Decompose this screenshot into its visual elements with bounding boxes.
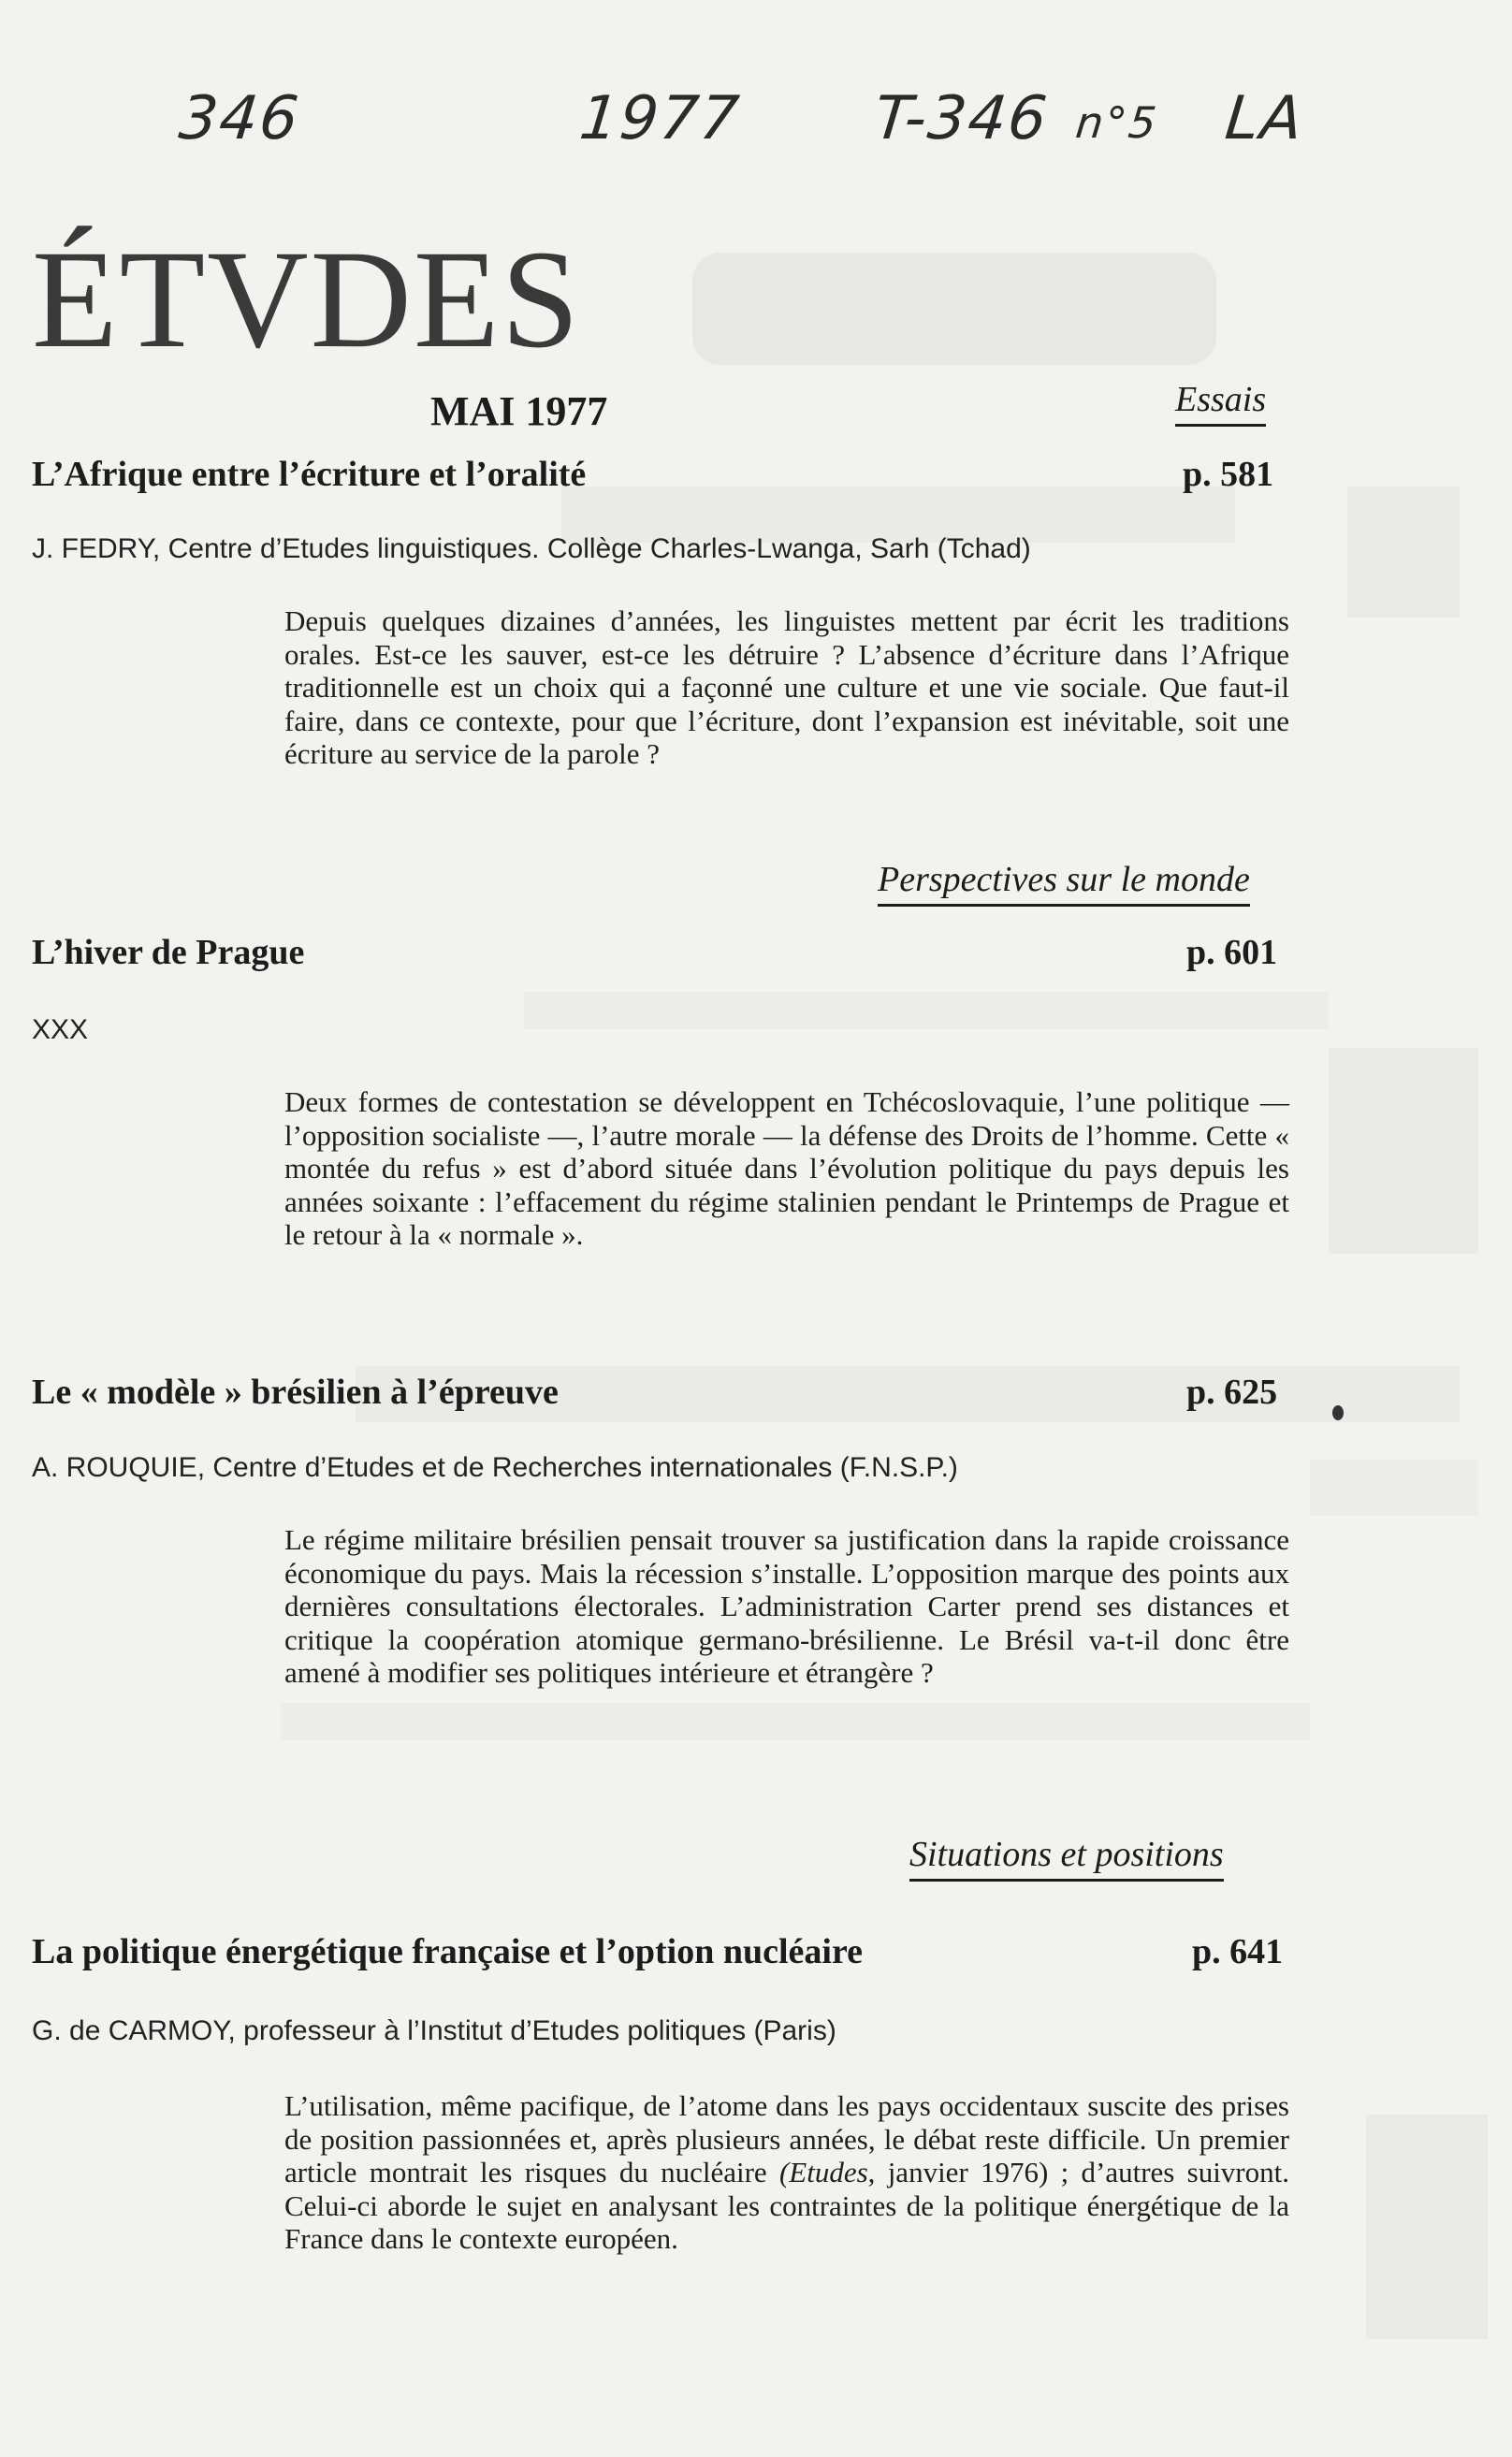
article-title: L’hiver de Prague (32, 933, 305, 972)
handwritten-call-number: T-346 (871, 84, 1053, 153)
section-label-essais: Essais (1175, 379, 1266, 427)
article-page-number: p. 641 (1192, 1932, 1284, 1971)
article-author: A. ROUQUIE, Centre d’Etudes et de Recherches internationales (F.N.S.P.) (32, 1452, 958, 1483)
article-author: XXX (32, 1014, 89, 1045)
article-title: La politique énergétique française et l’option nucléaire (32, 1932, 863, 1971)
article-abstract (284, 2089, 1289, 2256)
issue-date: MAI 1977 (430, 388, 608, 434)
article-abstract: Deux formes de contestation se développent en Tchécoslovaquie, l’une politique — l’opposition socialiste —, l’autre morale — la défense des Droits de l’homme. Cette « montée du refus » est d’abord située dans l’évolution politique du pays depuis les années soixante : l’effacement du régime stalinien pendant le Printemps de Prague et le retour à la « normale ». (284, 1085, 1289, 1251)
abstract-text: L’utilisation, même pacifique, de l’atome dans les pays occidentaux suscite des prises de position passionnées et, après plusieurs années, le débat reste difficile. Un premier article montrait les risques du nucléaire (284, 2089, 1289, 2188)
article-author: G. de CARMOY, professeur à l’Institut d’Etudes politiques (Paris) (32, 2015, 836, 2046)
article-page-number: p. 601 (1186, 933, 1278, 972)
article-abstract: Le régime militaire brésilien pensait trouver sa justification dans la rapide croissance économique du pays. Mais la récession s’installe. L’opposition marque des points aux dernières consultations électorales. L’administration Carter prend ses distances et critique la coopération atomique germano-brésilienne. Le Brésil va-t-il donc être amené à modifier ses politiques intérieure et étrangère ? (284, 1523, 1289, 1689)
ink-speck (1332, 1405, 1344, 1420)
handwritten-issue-number: n°5 (1073, 97, 1161, 148)
section-label-situations: Situations et positions (909, 1834, 1224, 1882)
journal-masthead: ÉTVDES (32, 222, 581, 377)
article-title: L’Afrique entre l’écriture et l’oralité (32, 455, 587, 494)
article-page-number: p. 625 (1186, 1373, 1278, 1412)
article-author: J. FEDRY, Centre d’Etudes linguistiques. Collège Charles-Lwanga, Sarh (Tchad) (32, 533, 1031, 564)
abstract-journal-reference: (Etudes (778, 2156, 868, 2188)
abstract-text: , janvier 1976) ; d’autres suivront. Celui-ci aborde le sujet en analysant les contraintes de la politique énergétique de la France dans le contexte européen. (284, 2156, 1289, 2255)
handwritten-initials: LA (1222, 84, 1308, 153)
section-label-perspectives: Perspectives sur le monde (878, 859, 1250, 907)
handwritten-year: 1977 (576, 84, 744, 153)
handwritten-shelf-mark: 346 (176, 84, 304, 153)
article-abstract: Depuis quelques dizaines d’années, les linguistes mettent par écrit les traditions orales. Est-ce les sauver, est-ce les détruire ? L’absence d’écriture dans l’Afrique traditionnelle est un choix qui a façonné une culture et une vie sociale. Que faut-il faire, dans ce contexte, pour que l’écriture, dont l’expansion est inévitable, soit une écriture au service de la parole ? (284, 604, 1289, 770)
article-page-number: p. 581 (1183, 455, 1274, 494)
article-title: Le « modèle » brésilien à l’épreuve (32, 1373, 559, 1412)
